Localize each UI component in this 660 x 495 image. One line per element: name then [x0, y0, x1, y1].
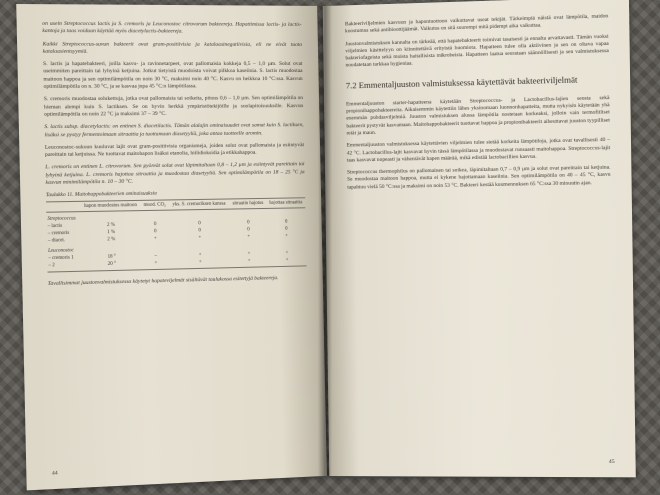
table-cell: – lactis — [47, 224, 63, 230]
left-paragraph-4: S. cremoris muodostaa solukettuja, jotka ovat pallomaisia tai soikeita, pituus 0,6 – 1,0 µm. Sen optimilämpötila on hieman alempi kuin S. lactiksen. Se on hyvin herkkä ympäristötekijöille ja suolapitoisuuksille. Kasvun optimilämpötila on noin 22 °C ja maksimi 37 – 39 °C. — [43, 95, 304, 118]
left-page-content — [42, 21, 311, 477]
table-cell: – 2 — [47, 262, 81, 273]
left-paragraph-6: Leuconostoc-sukuun kuuluvat lajit ovat gram-positiivisia organismeja, joiden solut ovat pallomaisia ja esiintyvät pareittain tai ketjuissa. Ne tuottavat maitohapon lisäksi etanolia, hiilidioksidia ja etikkahappoa. — [44, 142, 305, 159]
table-caption: Taulukko 11. Maitohappobakteerien ominaisuuksia — [45, 190, 157, 199]
table-cell — [266, 208, 305, 219]
table-header-cell: hapon muodostus maitoon — [80, 201, 141, 212]
table-cell: 2 % — [106, 223, 116, 229]
table-header-cell — [46, 202, 80, 213]
table-cell: 0 — [284, 219, 288, 226]
left-paragraph-7: L. cremoris on entinen L. citrovorum. Sen pyöreät solut ovat läpimitaltaan 0,8 – 1,2 µm ja esiintyvät pareittain tai lyhyinä ketjuina. L. cremoris hajottaa sitraattia ja muodostaa diasetyyliä. Sen optimilämpötila on 18 – 25 °C ja kasvun minimilämpötila n. 10 – 30 °C. — [45, 161, 305, 186]
table-cell: 20 ° — [81, 260, 142, 271]
table-cell: + — [198, 235, 202, 241]
table-cell: 18 ° — [107, 254, 116, 261]
table-body — [46, 208, 306, 272]
book-spine — [318, 6, 332, 476]
table-cell — [142, 243, 169, 254]
left-page — [16, 4, 327, 490]
table-cell: 0 — [198, 221, 201, 227]
right-body-paragraph-3: Streptococcus thermophilus on pallomainen tai soikea, läpimitaltaan 0,7 – 0,9 µm ja solut ovat pareittain tai ketjuina. Se muodostaa maitoon happoa, mutta ei kykene hajottamaan kaseiinia. Sen optimilämpötila on 40 – 45 °C, kasvu tapahtuu vielä 50 °C:ssa ja maksimi on noin 53 °C. Bakteeri kestää kuumennuksen 65 °C:ssa 30 minuutin ajan. — [346, 164, 611, 191]
table-cell: 0 — [247, 220, 250, 226]
table-cell — [141, 210, 168, 221]
left-paragraph-1: on usein Streptococcus lactis ja S. cremoris ja Leuconostoc citrovorum bakteereja. Hapattimissa lactis- ja lactis-kantoja ja taas voidaan käyttää myös diacetylactis-bakteereja. — [42, 20, 302, 35]
table-cell: + — [285, 251, 289, 257]
table-cell: 0 — [153, 222, 157, 228]
right-body-paragraph-2: Emmentaljuuston valmistuksessa käytettävien viljelmien tulee sietää korkeita lämpötiloja, jotka ovat tavallisesti 40 – 42 °C. Lactobacillus-lajit kasvavat hyvin tässä lämpötilassa ja muodostavat runsaasti maitohappoa. Streptococcus-lajit taas kasvavat nopeasti ja vähentävät hapen määrää, mikä edistää lactobacillien kasvua. — [346, 137, 611, 164]
left-paragraph-3: S. lactis ja hapatebakteeri, joilla kasvu- ja ravinnetarpeet, ovat pallomaisia kokkeja 0,5 – 1,0 µm. Solut ovat useimmiten pareittain tai lyhyinä ketjuina. Jotkut tietyistä muodoista voivat pilkkoa kaseiinia. S. lactis muodostaa maitoon happoa ja sen optimilämpötila on noin 30 °C, maksimi noin 40 °C. Kasvu on heikkoa 10 °C:ssa. Kasvun optimilämpötila on n. 30 °C, ja se kasvaa jopa 45 °C:n lämpötilassa. — [42, 61, 303, 90]
table-cell: + — [169, 258, 231, 269]
table-header-cell: sitraatin hajotus — [230, 199, 267, 210]
table-cell: + — [198, 253, 202, 259]
left-closing-paragraph: Tavallisimmat juustonvalmistuksessa käytetyt hapatevijelmät sisältävät taulukossa esitettyjä bakteereja. — [47, 275, 279, 288]
table-header-cell: hajottaa sitraattia — [266, 198, 305, 209]
bacteria-table — [46, 198, 307, 273]
table-header-cell: muod. CO₂ — [141, 200, 168, 211]
table-cell: 0 — [247, 227, 250, 233]
table-cell: Leuconostoc — [48, 248, 74, 255]
right-body-paragraph-1: Emmentaljuuston starter-hapatteena käytetään Streptococcus- ja Lactobacillus-lajien seosta sekä propionihappobakteereita. Aikaisemmin käytettiin lähes yksinomaan luonnonhapatteita, mutta nykyisin käytetään yhä enemmän puhdasviljelmiä. Juuston valmistuksen alussa lämpötila nostetaan korkeaksi, jolloin vain termofiiliset bakteerit pystyvät kasvamaan. Maitohappobakteerit tuottavat happoa ja propionibakteerit aiheuttavat juuston tyypilliset reiät ja maun. — [346, 94, 610, 137]
table-cell: – cremoris — [47, 231, 70, 237]
table-cell: + — [247, 234, 251, 240]
table-cell: + — [247, 251, 251, 258]
right-page — [323, 0, 636, 477]
right-page-content — [345, 13, 615, 465]
table-cell: – diacet. — [47, 238, 66, 245]
table-cell: + — [231, 258, 268, 268]
table-cell: + — [285, 234, 288, 240]
table-cell: + — [267, 257, 306, 267]
right-page-number: 45 — [608, 458, 615, 465]
table-cell: + — [153, 236, 157, 242]
table-cell: Streptococcus — [47, 216, 76, 223]
left-paragraph-2: Kaikki Streptococcus-suvun bakteerit ovat gram-positiivisia ja katalaasinegatiivisia, eli ne eivät tuota katalaasientsyymiä. — [42, 40, 303, 55]
table-cell: 2 % — [107, 237, 116, 243]
open-book — [30, 6, 640, 486]
right-intro-paragraph-2: Juustonvalmistuksen kannalta on tärkeää, että hapatebakteerit toimivat tasaisesti ja ennalta arvattavasti. Tämän vuoksi viljelmien käsittelyyn on kiinnitettävä erityistä huomiota. Hapatteen tulee olla aktiivinen ja sen on oltava vapaa bakteriofageista sekä muista haitallisista mikrobeista. Hapatteen laatua seurataan säännöllisesti ja sen valmistuksessa noudatetaan tarkkaa hygieniaa. — [345, 33, 609, 69]
section-heading: 7.2 Emmentaljuuston valmistuksessa käytettävät bakteeriviljelmät — [345, 74, 578, 91]
table-cell — [230, 209, 267, 220]
table-cell: – cremoris 1 — [48, 255, 74, 262]
right-intro-paragraph-1: Bakteeriviljelmien kasvuun ja hapontuottoon vaikuttavat useat tekijät. Tärkeimpiä näistä ovat lämpötila, maidon koostumus sekä antibioottijäämät. Vaikutus on sitä suurempi mitä pidempi aika vaikuttaa. — [344, 13, 609, 35]
table-cell: 0 — [198, 228, 201, 234]
left-page-number: 44 — [51, 470, 58, 477]
table-cell: 0 — [285, 227, 288, 233]
table-cell: 0 — [153, 229, 157, 235]
table-header-cell: yks. S. cremoriksen kanssa — [168, 199, 230, 210]
table-cell: 1 % — [107, 230, 116, 236]
table-cell: + — [142, 260, 169, 270]
table-cell: – — [154, 254, 158, 260]
left-paragraph-5: S. lactis subsp. diacetylactis: on entinen S. diacetilactis. Tämän alalajin ominaisuudet ovat samat kuin S. lactiksen, lisäksi se pystyy fermentoimaan sitraattia ja tuottamaan diasetyyliä, joka antaa tuotteelle aromin. — [44, 122, 304, 138]
